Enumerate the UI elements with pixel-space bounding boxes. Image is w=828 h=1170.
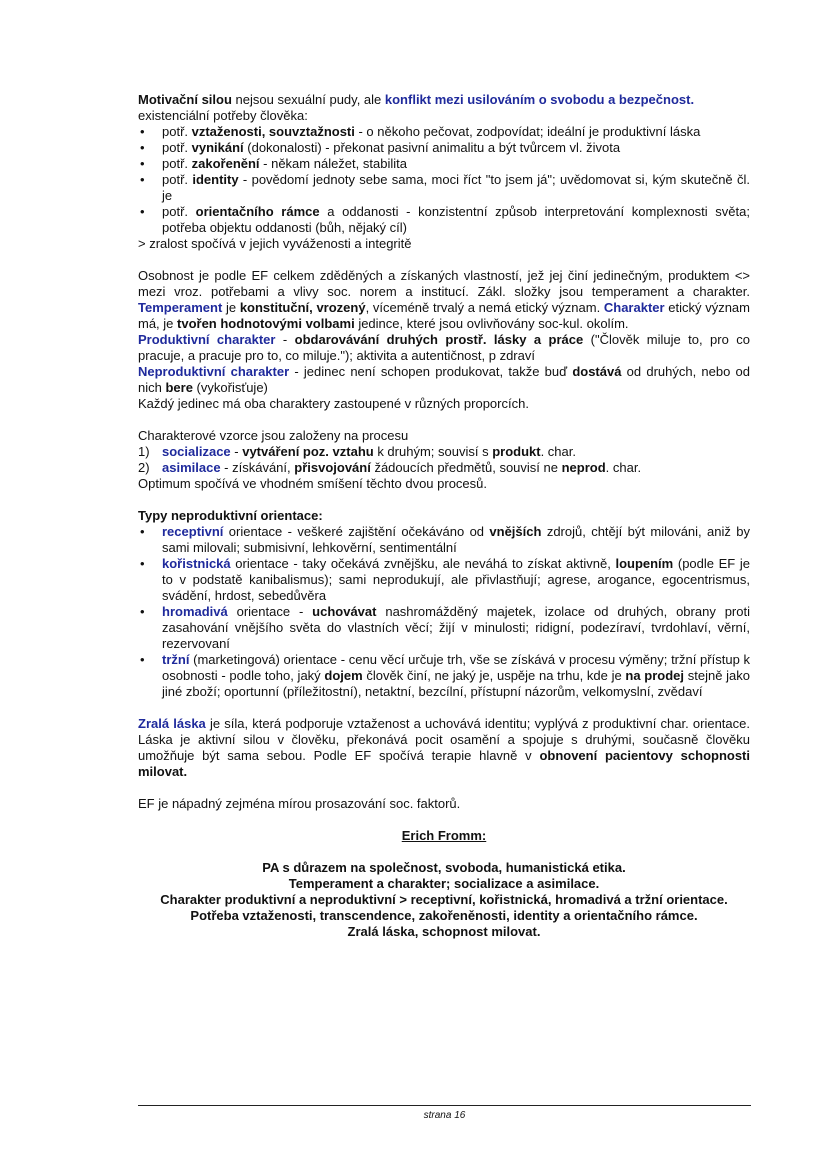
maturity-line: > zralost spočívá v jejich vyváženosti a integritě bbox=[138, 236, 412, 251]
summary-line: Potřeba vztaženosti, transcendence, zakořeněnosti, identity a orientačního rámce. bbox=[190, 908, 698, 923]
need-item: • potř. identity - povědomí jednoty sebe sama, moci říct "to jsem já"; uvědomovat si, kým skutečně čl. je bbox=[138, 172, 750, 204]
summary-line: PA s důrazem na společnost, svoboda, humanistická etika. bbox=[262, 860, 626, 875]
optimum-line: Optimum spočívá ve vhodném smíšení těchto dvou procesů. bbox=[138, 476, 488, 491]
love-paragraph: Zralá láska je síla, která podporuje vztaženost a uchovává identitu; vyplývá z produktivní char. orientace. Láska je aktivní silou v člověku, překonává pocit osamění a spojuje s druhými, současně člověku umožňuje být sama sebou. Podle EF spočívá terapie hlavně v obnovení pacientovy schopnosti milovat. bbox=[138, 716, 750, 779]
process-item: 2) asimilace - získávání, přisvojování žádoucích předmětů, souvisí ne neprod. char. bbox=[138, 460, 642, 475]
need-item: • potř. zakořenění - někam náležet, stabilita bbox=[138, 156, 750, 172]
need-item: • potř. orientačního rámce a oddanosti - konzistentní způsob interpretování komplexnosti světa; potřeba objektu oddanosti (bůh, nějaký cíl) bbox=[138, 204, 750, 236]
need-item: • potř. vztaženosti, souvztažnosti - o někoho pečovat, zodpovídat; ideální je produktivní láska bbox=[138, 124, 750, 140]
orientation-exploitative: • kořistnická orientace - taky očekává zvnějšku, ale neváhá to získat aktivně, loupením (podle EF je to v podstatě kanibalismus); sami neprodukují, ale přivlastňují; agrese, arogance, egocentrismus, svádění, hrdost, sebedůvěra bbox=[138, 556, 750, 604]
motivation-lead: Motivační silou bbox=[138, 92, 232, 107]
footer-divider bbox=[138, 1105, 751, 1106]
personality-paragraph: Osobnost je podle EF celkem zděděných a získaných vlastností, jež jej činí jedinečným, produktem <> mezi vroz. potřebami a vlivy soc. norem a institucí. Zákl. složky jsou temperament a charakter. Temperament je konstituční, vrozený, víceméně trvalý a nemá etický význam. Charakter etický význam má, je tvořen hodnotovými volbami jedince, které jsou ovlivňovány soc-kul. okolím. bbox=[138, 268, 750, 331]
orientations-list bbox=[138, 524, 750, 700]
nonproductive-paragraph: Neproduktivní charakter - jedinec není schopen produkovat, takže buď dostává od druhých, nebo od nich bere (vykořisťuje) bbox=[138, 364, 751, 395]
productive-term: Produktivní charakter bbox=[138, 332, 276, 347]
orientation-marketing: • tržní (marketingová) orientace - cenu věcí určuje trh, vše se získává v procesu výměny; tržní přístup k osobnosti - podle toho, jaký dojem člověk činí, ne jaký je, uspěje na trhu, kde je na prodej stejně jako jiné zboží; oportunní (příležitostní), netaktní, bezcílní, přístupní názorům, velkomyslní, zvědaví bbox=[138, 652, 750, 700]
character-term: Charakter bbox=[603, 300, 665, 315]
nonproductive-term: Neproduktivní charakter bbox=[138, 364, 290, 379]
orientation-hoarding: • hromadivá orientace - uchovávat nashromážděný majetek, izolace od druhých, obrany proti zasahování vnějšího světa do vlastních věcí; žijí v minulosti; ridigní, podezíraví, tvrdohlaví, věrní, rezervovaní bbox=[138, 604, 750, 652]
needs-list bbox=[138, 124, 750, 236]
social-line: EF je nápadný zejména mírou prosazování soc. faktorů. bbox=[138, 796, 461, 811]
process-item: 1) socializace - vytváření poz. vztahu k druhým; souvisí s produkt. char. bbox=[138, 444, 576, 459]
motivation-paragraph bbox=[138, 92, 750, 108]
need-item: • potř. vynikání (dokonalosti) - překonat pasivní animalitu a být tvůrcem vl. života bbox=[138, 140, 750, 156]
orientations-heading: Typy neproduktivní orientace: bbox=[138, 508, 323, 523]
temperament-term: Temperament bbox=[138, 300, 223, 315]
summary-title: Erich Fromm: bbox=[401, 828, 487, 843]
conflict-highlight: konflikt mezi usilováním o svobodu a bezpečnost. bbox=[384, 92, 695, 107]
summary-line: Zralá láska, schopnost milovat. bbox=[347, 924, 541, 939]
summary-line: Temperament a charakter; socializace a asimilace. bbox=[288, 876, 600, 891]
orientation-receptive: • receptivní orientace - veškeré zajištění očekáváno od vnějších zdrojů, chtějí být milováni, aniž by sami milovali; submisivní, lehkověrní, sentimentální bbox=[138, 524, 750, 556]
page-number: strana 16 bbox=[423, 1110, 466, 1121]
needs-intro: existenciální potřeby člověka: bbox=[138, 108, 308, 123]
processes-intro: Charakterové vzorce jsou založeny na procesu bbox=[138, 428, 409, 443]
motivation-text: nejsou sexuální pudy, ale bbox=[231, 92, 385, 107]
document-page bbox=[138, 92, 750, 940]
productive-paragraph: Produktivní charakter - obdarovávání druhých prostř. lásky a práce ("Člověk miluje to, pro co pracuje, a pracuje pro to, co miluje."); aktivita a autentičnost, p zdraví bbox=[138, 332, 750, 363]
summary-line: Charakter produktivní a neproduktivní > receptivní, kořistnická, hromadivá a tržní orientace. bbox=[160, 892, 728, 907]
love-term: Zralá láska bbox=[138, 716, 206, 731]
both-characters: Každý jedinec má oba charaktery zastoupené v různých proporcích. bbox=[138, 396, 529, 411]
